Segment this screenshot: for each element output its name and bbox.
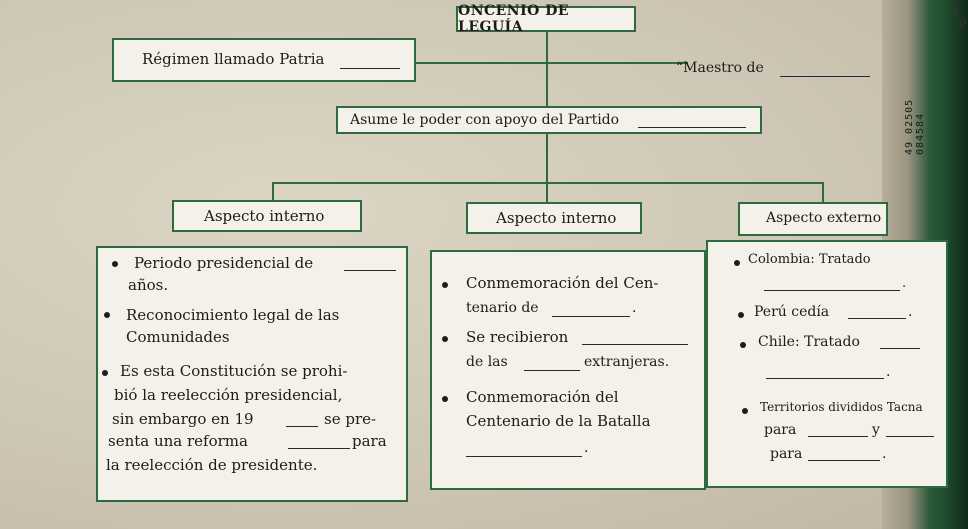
right-line-3: Perú cedía (754, 304, 830, 320)
right-blank-para-1[interactable] (808, 424, 868, 437)
page-title: ONCENIO DE LEGUÍA (456, 6, 636, 32)
right-blank-colombia[interactable] (764, 278, 900, 291)
left-blank-periodo[interactable] (344, 256, 396, 271)
right-line-1: Colombia: Tratado (748, 252, 871, 267)
right-line-8a: para (770, 446, 803, 462)
right-blank-y[interactable] (886, 424, 934, 437)
asume-blank[interactable] (638, 113, 746, 128)
left-line-9: la reelección de presidente. (106, 456, 318, 474)
connector-right-aspect (822, 182, 824, 204)
aspect-right-label: Aspecto externo (766, 210, 882, 226)
connector-aspects-horizontal (272, 182, 824, 184)
aspect-box-right (738, 202, 888, 236)
right-content-box (706, 240, 948, 488)
bullet (742, 408, 748, 414)
right-line-3-end: . (908, 304, 913, 320)
connector-left-aspect (272, 182, 274, 202)
left-line-2: años. (128, 276, 169, 294)
maestro-blank[interactable] (780, 62, 870, 77)
left-line-7b: se pre- (324, 410, 377, 428)
mid-line-7-end: . (584, 440, 589, 456)
bullet (102, 370, 108, 376)
left-line-4: Comunidades (126, 328, 230, 346)
left-line-6: bió la reelección presidencial, (114, 386, 343, 404)
right-line-8-end: . (882, 446, 887, 462)
regimen-box (112, 38, 416, 82)
bullet (442, 282, 448, 288)
middle-content-box (430, 250, 706, 490)
connector-asume-down (546, 132, 548, 202)
asume-label: Asume le poder con apoyo del Partido (350, 112, 620, 128)
left-line-7a: sin embargo en 19 (112, 410, 254, 428)
left-content-box (96, 246, 408, 502)
left-line-8b: para (352, 432, 387, 450)
maestro-label: “Maestro de (676, 60, 764, 76)
barcode-number: 49 02505 084584 (904, 98, 926, 155)
regimen-blank[interactable] (340, 52, 400, 69)
asume-box (336, 106, 762, 134)
aspect-left-label: Aspecto interno (204, 207, 325, 225)
connector-top-horizontal (414, 62, 688, 64)
mid-line-2: tenario de (466, 300, 539, 316)
right-blank-chile-2[interactable] (766, 366, 884, 379)
bullet (442, 336, 448, 342)
right-line-5-end: . (886, 364, 891, 380)
mid-blank-recibieron[interactable] (582, 330, 688, 345)
mid-line-4a: de las (466, 354, 508, 370)
mid-line-2-end: . (632, 300, 637, 316)
aspect-middle-label: Aspecto interno (496, 209, 617, 227)
right-blank-peru[interactable] (848, 306, 906, 319)
left-line-8a: senta una reforma (108, 432, 248, 450)
mid-line-1: Conmemoración del Cen- (466, 274, 659, 292)
bullet (734, 260, 740, 266)
mid-line-5: Conmemoración del (466, 388, 619, 406)
regimen-label: Régimen llamado Patria (142, 50, 325, 68)
right-line-2-end: . (902, 276, 907, 291)
bullet (738, 312, 744, 318)
left-line-3: Reconocimiento legal de las (126, 306, 340, 324)
bullet (112, 261, 118, 267)
right-line-7a: para (764, 422, 797, 438)
left-line-5: Es esta Constitución se prohi- (120, 362, 348, 380)
corner-letter-q: q (950, 0, 959, 16)
left-blank-year[interactable] (286, 412, 318, 427)
mid-blank-batalla[interactable] (466, 442, 582, 457)
mid-line-4b: extranjeras. (584, 354, 670, 370)
corner-letter-p: p (958, 14, 967, 29)
left-blank-reforma[interactable] (288, 434, 350, 449)
mid-blank-delas[interactable] (524, 356, 580, 371)
right-line-4: Chile: Tratado (758, 334, 860, 350)
left-line-1: Periodo presidencial de (134, 254, 314, 272)
connector-title-down (546, 30, 548, 108)
right-line-6: Territorios divididos Tacna (760, 400, 923, 414)
mid-line-6: Centenario de la Batalla (466, 412, 651, 430)
right-blank-para-2[interactable] (808, 448, 880, 461)
bullet (740, 342, 746, 348)
aspect-box-left (172, 200, 362, 232)
bullet (104, 312, 110, 318)
right-line-7b: y (872, 422, 880, 438)
right-blank-chile[interactable] (880, 336, 920, 349)
mid-line-3: Se recibieron (466, 328, 569, 346)
mid-blank-centenario[interactable] (552, 302, 630, 317)
aspect-box-middle (466, 202, 642, 234)
bullet (442, 396, 448, 402)
